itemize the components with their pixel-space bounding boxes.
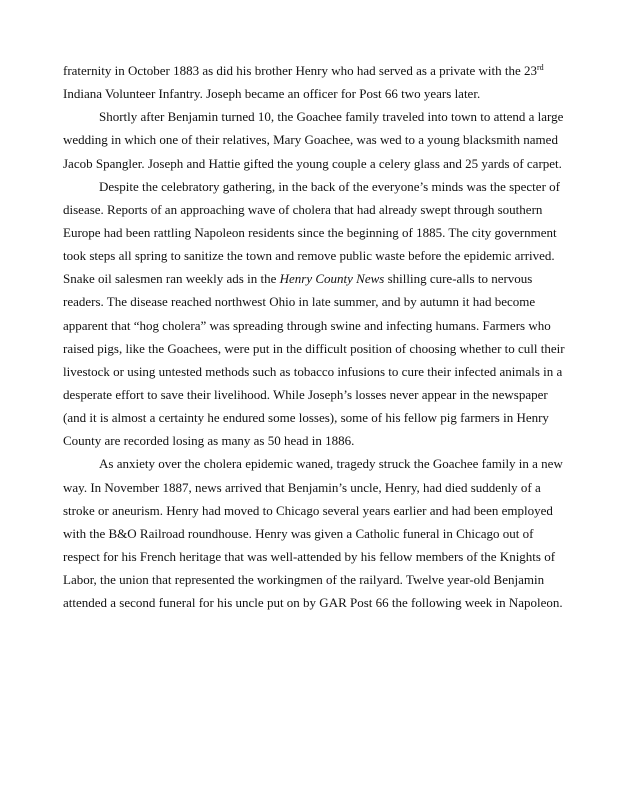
text-run: Snake oil salesmen ran weekly ads in the: [63, 271, 280, 287]
paragraph-2-line-2: wedding in which one of their relatives, Mary Goachee, was wed to a young blacksmith named: [63, 132, 558, 148]
paragraph-2-line-1: Shortly after Benjamin turned 10, the Goachee family traveled into town to attend a large: [99, 109, 564, 125]
text-run: fraternity in October 1883 as did his brother Henry who had served as a private with the 23: [63, 63, 538, 78]
paragraph-3-line-1: Despite the celebratory gathering, in the back of the everyone’s minds was the specter of: [99, 178, 560, 194]
paragraph-4-line-5: respect for his French heritage that was well-attended by his fellow members of the Knights of: [63, 548, 556, 564]
newspaper-title: Henry County News: [279, 271, 385, 287]
paragraph-2-line-3: Jacob Spangler. Joseph and Hattie gifted the young couple a celery glass and 25 yards of carpet.: [63, 155, 562, 171]
paragraph-3-line-12: County are recorded losing as many as 50 head in 1886.: [63, 433, 355, 449]
paragraph-4-line-2: way. In November 1887, news arrived that Benjamin’s uncle, Henry, had died suddenly of a: [63, 479, 541, 495]
paragraph-3-line-8: raised pigs, like the Goachees, were put in the difficult position of choosing whether to cull their: [63, 340, 565, 356]
paragraph-3-line-7: apparent that “hog cholera” was spreading through swine and infecting humans. Farmers who: [63, 317, 551, 333]
paragraph-4-line-1: As anxiety over the cholera epidemic waned, tragedy struck the Goachee family in a new: [99, 456, 563, 472]
paragraph-3-line-6: readers. The disease reached northwest Ohio in late summer, and by autumn it had become: [63, 294, 536, 310]
paragraph-4-line-3: stroke or aneurism. Henry had moved to Chicago several years earlier and had been employed: [63, 502, 553, 518]
paragraph-4-line-4: with the B&O Railroad roundhouse. Henry was given a Catholic funeral in Chicago out of: [63, 525, 534, 541]
paragraph-3-line-3: Europe had been rattling Napoleon residents since the beginning of 1885. The city government: [63, 224, 557, 240]
paragraph-1-line-1: [63, 59, 563, 82]
paragraph-3-line-9: livestock or using untested methods such as tobacco infusions to cure their infected animals in a: [63, 363, 563, 379]
paragraph-1-line-2: Indiana Volunteer Infantry. Joseph became an officer for Post 66 two years later.: [63, 86, 481, 102]
paragraph-3-line-5: [63, 267, 563, 290]
text-run: shilling cure-alls to nervous: [384, 271, 533, 287]
paragraph-3-line-2: disease. Reports of an approaching wave of cholera that had already swept through southern: [63, 201, 543, 217]
body-text: [63, 59, 563, 614]
paragraph-3-line-4: took steps all spring to sanitize the town and remove public waste before the epidemic arrived.: [63, 248, 555, 264]
ordinal-suffix: rd: [537, 63, 544, 72]
paragraph-4-line-6: Labor, the union that represented the workingmen of the railyard. Twelve year-old Benjamin: [63, 572, 545, 588]
paragraph-4-line-7: attended a second funeral for his uncle put on by GAR Post 66 the following week in Napoleon.: [63, 595, 563, 611]
paragraph-3-line-10: desperate effort to save their livelihood. While Joseph’s losses never appear in the newspaper: [63, 386, 548, 402]
paragraph-3-line-11: (and it is almost a certainty he endured some losses), some of his fellow pig farmers in Henry: [63, 410, 549, 426]
